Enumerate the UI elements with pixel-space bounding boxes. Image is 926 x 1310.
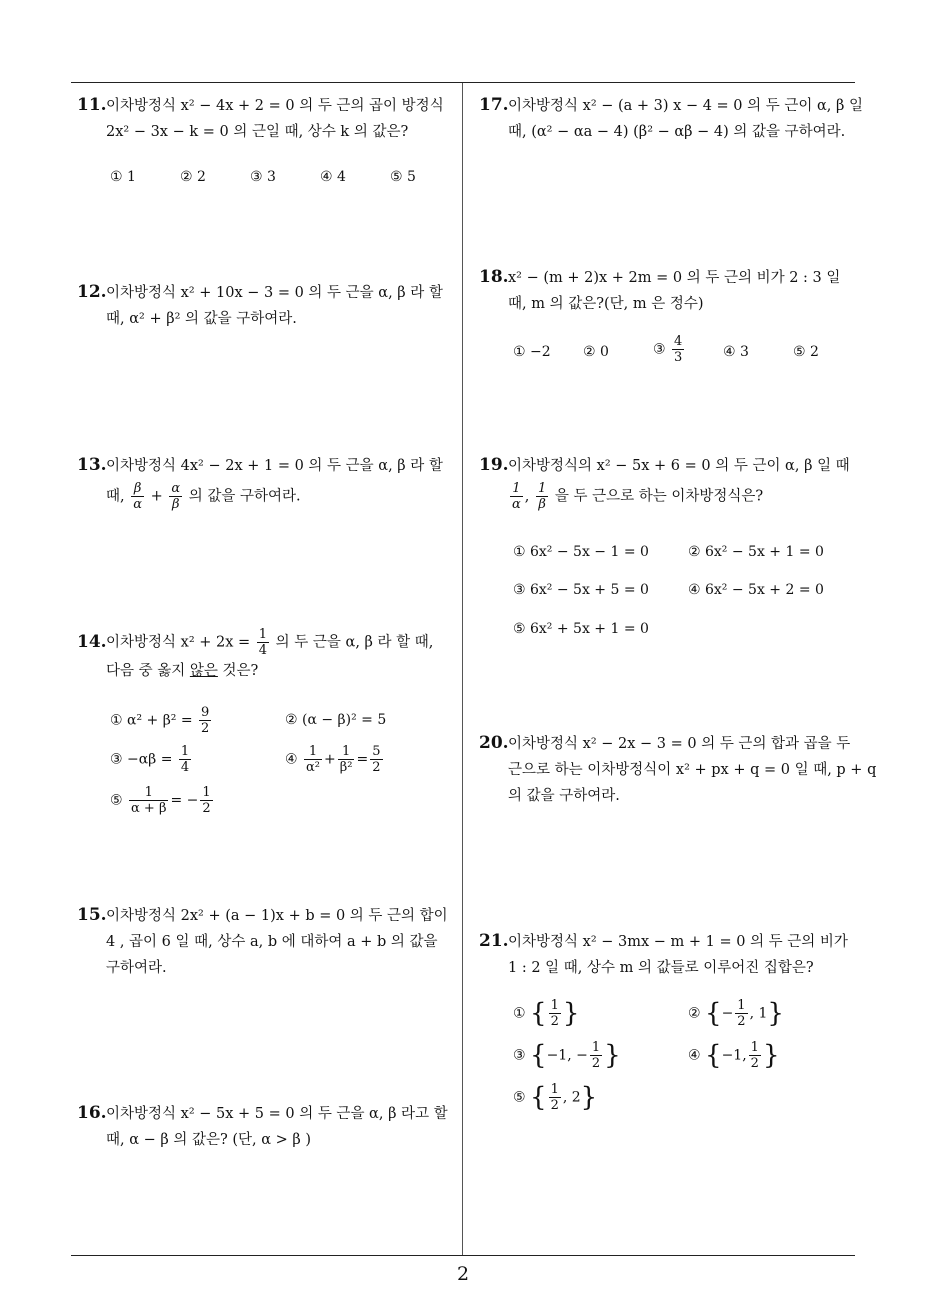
problem-number: 12. (77, 282, 107, 302)
problem-text: x² − (m + 2)x + 2m = 0 의 두 근의 비가 2 : 3 일 (508, 270, 841, 286)
choice-5[interactable]: ⑤ 5 (390, 169, 416, 185)
problem-text: 4 , 곱이 6 일 때, 상수 a, b 에 대하여 a + b 의 값을 (106, 934, 438, 950)
problem-text: 의 두 근을 α, β 라 할 때, (275, 634, 434, 651)
problem-text: 을 두 근으로 하는 이차방정식은? (554, 488, 764, 505)
problem-number: 20. (479, 733, 509, 753)
problem-21-options (513, 998, 843, 1123)
fraction: $\frac{1}{\beta}$ (538, 481, 547, 512)
choice-1[interactable]: ① 6x² − 5x − 1 = 0 (513, 544, 649, 560)
choice-4[interactable]: ④ {−1, $\frac{1}{2}$ } (688, 1040, 780, 1071)
problem-text: 때, α − β 의 값은? (단, α > β ) (106, 1132, 312, 1148)
problem-12 (77, 279, 443, 332)
problem-text: 이차방정식 x² − (a + 3) x − 4 = 0 의 두 근이 α, β 일 (508, 98, 863, 114)
fraction: $\frac{\beta}{\alpha}$ (133, 481, 143, 512)
problem-number: 13. (77, 455, 107, 475)
problem-text: 이차방정식 x² − 2x − 3 = 0 의 두 근의 합과 곱을 두 (508, 736, 851, 752)
problem-text: 때, (α² − αa − 4) (β² − αβ − 4) 의 값을 구하여라. (508, 124, 846, 140)
problem-text: 것은? (222, 663, 259, 679)
problem-text: 때, α² + β² 의 값을 구하여라. (106, 311, 297, 327)
problem-15 (77, 902, 448, 981)
choice-4[interactable]: ④ 3 (723, 344, 749, 360)
choice-5[interactable]: ⑤ { $\frac{1}{2}$ , 2} (513, 1082, 598, 1113)
choice-1[interactable]: ① −2 (513, 344, 551, 360)
choice-2[interactable]: ② 0 (583, 344, 609, 360)
problem-14-options (110, 705, 450, 825)
choice-3[interactable]: ③ 6x² − 5x + 5 = 0 (513, 582, 649, 598)
problem-text: 근으로 하는 이차방정식이 x² + px + q = 0 일 때, p + q (508, 762, 877, 778)
problem-number: 17. (479, 95, 509, 115)
choice-4[interactable]: ④ 4 (320, 169, 346, 185)
problem-number: 18. (479, 267, 509, 287)
fraction: $\frac{\alpha}{\beta}$ (171, 481, 181, 512)
choice-4[interactable]: ④ $\frac{1}{\text{α²}}$ + $\frac{1}{\text{β²}}$ = $\frac{5}{2}$ (285, 744, 381, 775)
problem-number: 21. (479, 931, 509, 951)
choice-2[interactable]: ② {− $\frac{1}{2}$ , 1} (688, 998, 784, 1029)
problem-text: 이차방정식 2x² + (a − 1)x + b = 0 의 두 근의 합이 (106, 908, 448, 924)
choice-2[interactable]: ② 6x² − 5x + 1 = 0 (688, 544, 824, 560)
problem-18-options (513, 334, 843, 374)
problem-text: 때, (106, 488, 125, 505)
choice-5[interactable]: ⑤ 6x² + 5x + 1 = 0 (513, 621, 649, 637)
problem-text: 다음 중 옳지 (106, 663, 186, 679)
problem-text: 이차방정식 x² − 4x + 2 = 0 의 두 근의 곱이 방정식 (106, 98, 444, 114)
problem-text: 의 값을 구하여라. (508, 788, 620, 804)
problem-text: 이차방정식의 x² − 5x + 6 = 0 의 두 근이 α, β 일 때 (508, 458, 850, 474)
problem-text: 이차방정식 x² + 2x = (106, 634, 251, 651)
choice-5[interactable]: ⑤ $\frac{1}{\alpha + \beta}$ = − $\frac{1}{2}$ (110, 785, 211, 816)
choice-5[interactable]: ⑤ 2 (793, 344, 819, 360)
choice-3[interactable]: ③ $\frac{4}{3}$ (653, 334, 683, 365)
problem-14 (77, 627, 433, 684)
choice-3[interactable]: ③ 3 (250, 169, 276, 185)
problem-text: 의 값을 구하여라. (188, 488, 301, 505)
problem-number: 19. (479, 455, 509, 475)
fraction: $\frac{1}{\alpha}$ (512, 481, 521, 512)
page-number: 2 (456, 1263, 470, 1285)
problem-18 (479, 264, 840, 317)
plus-sign: + (150, 488, 163, 505)
choice-3[interactable]: ③ {−1, − $\frac{1}{2}$ } (513, 1040, 621, 1071)
choice-2[interactable]: ② 2 (180, 169, 206, 185)
problem-text: 2x² − 3x − k = 0 의 근일 때, 상수 k 의 값은? (106, 124, 409, 140)
problem-number: 16. (77, 1103, 107, 1123)
problem-20 (479, 730, 876, 809)
bottom-rule (71, 1255, 855, 1256)
problem-text: 이차방정식 x² − 3mx − m + 1 = 0 의 두 근의 비가 (508, 934, 848, 950)
problem-19-options (513, 544, 843, 644)
problem-text: 1 : 2 일 때, 상수 m 의 값들로 이루어진 집합은? (508, 960, 814, 976)
problem-number: 14. (77, 631, 107, 652)
problem-11 (77, 92, 444, 145)
problem-number: 11. (77, 95, 107, 115)
problem-17 (479, 92, 863, 145)
problem-13 (77, 452, 443, 512)
problem-21 (479, 928, 848, 981)
choice-1[interactable]: ① α² + β² = $\frac{9}{2}$ (110, 705, 210, 736)
choice-4[interactable]: ④ 6x² − 5x + 2 = 0 (688, 582, 824, 598)
top-rule (71, 82, 855, 83)
problem-text: 이차방정식 x² + 10x − 3 = 0 의 두 근을 α, β 라 할 (106, 285, 443, 301)
choice-1[interactable]: ① 1 (110, 169, 136, 185)
problem-number: 15. (77, 905, 107, 925)
fraction: $\frac{1}{4}$ (258, 627, 268, 658)
choice-2[interactable]: ② (α − β)² = 5 (285, 712, 387, 728)
column-divider (462, 83, 463, 1255)
problem-19: 19.이차방정식의 x² − 5x + 6 = 0 의 두 근이 α, β 일 때 $\frac{1}{\alpha}$ , $\frac{1}{\beta}$ 을 두 근으로 하는 이차방정식은? (479, 452, 850, 512)
problem-16 (77, 1100, 448, 1153)
choice-1[interactable]: ① { $\frac{1}{2}$ } (513, 998, 580, 1029)
problem-text: 이차방정식 x² − 5x + 5 = 0 의 두 근을 α, β 라고 할 (106, 1106, 448, 1122)
problem-text: 이차방정식 4x² − 2x + 1 = 0 의 두 근을 α, β 라 할 (106, 458, 443, 474)
underlined-word: 않은 (189, 663, 218, 679)
problem-text: 구하여라. (106, 960, 167, 976)
choice-3[interactable]: ③ −αβ = $\frac{1}{4}$ (110, 744, 190, 775)
problem-text: 때, m 의 값은?(단, m 은 정수) (508, 296, 704, 312)
